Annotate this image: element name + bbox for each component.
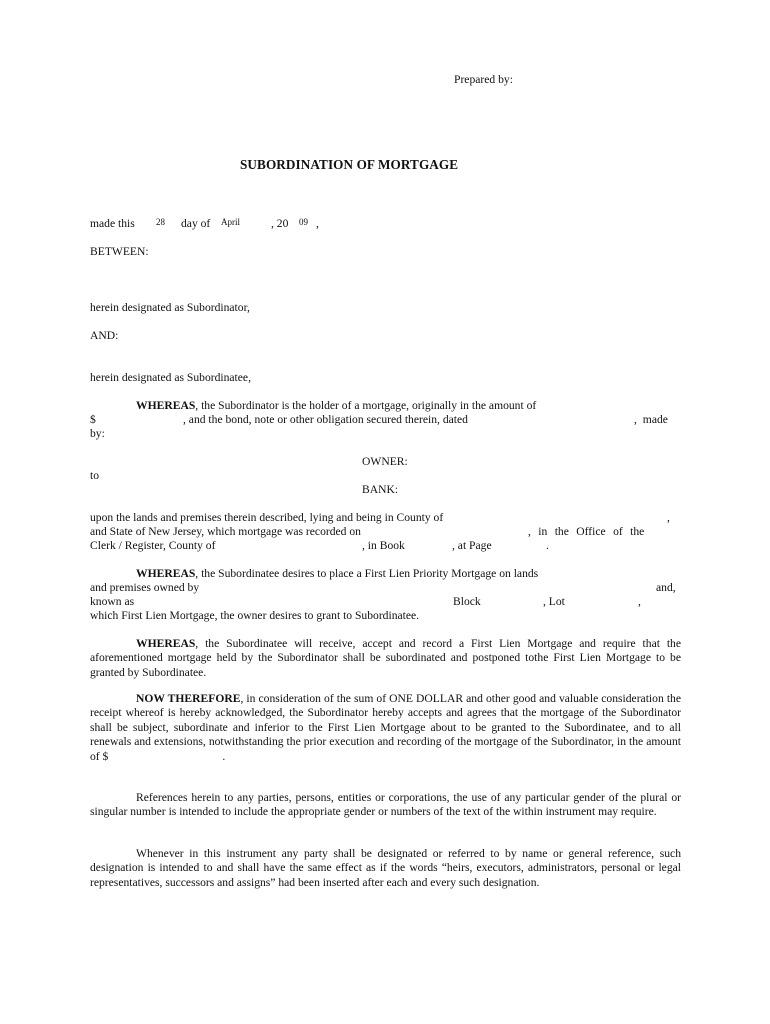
whereas-paragraph-3 bbox=[90, 637, 681, 680]
whereas2-line3a: known as bbox=[90, 595, 135, 608]
lands-line2a: and State of New Jersey, which mortgage was recorded on bbox=[90, 525, 361, 538]
made-this-label: made this bbox=[90, 217, 135, 230]
whereas3-keyword: WHEREAS bbox=[136, 637, 196, 650]
whereas1-by: by: bbox=[90, 427, 105, 440]
lands-line1: upon the lands and premises therein described, lying and being in County of bbox=[90, 511, 444, 524]
now-therefore-text: , in consideration of the sum of ONE DOLLAR and other good and valuable consideration the receipt whereof is hereby acknowledged, the Subordinator hereby accepts and agrees that the mortgage of the Subordinator shall be subject, subordinate and inferior to the First Lien Mortgage about to be granted to the Subordinatee, and to all renewals and extensions, notwithstanding the prior execution and recording of the mortgage of the Subordinator, in the amount of $ bbox=[90, 692, 681, 763]
lands-line3c: , at Page bbox=[452, 539, 492, 552]
prepared-by-label: Prepared by: bbox=[454, 73, 513, 86]
day-field[interactable]: 28 bbox=[156, 217, 165, 227]
whereas1-keyword: WHEREAS bbox=[136, 399, 196, 412]
whenever-text: Whenever in this instrument any party shall be designated or referred to by name or general reference, such designation is intended to and shall have the same effect as if the words “heirs, executors, administrators, personal or legal representatives, successors and assigns” had been inserted after each and every such designation. bbox=[90, 847, 681, 889]
whereas2-line2b: and, bbox=[656, 581, 676, 594]
day-of-label: day of bbox=[181, 217, 211, 230]
between-label: BETWEEN: bbox=[90, 245, 149, 258]
subordinator-designation: herein designated as Subordinator, bbox=[90, 301, 250, 314]
whereas1-text2: , and the bond, note or other obligation secured therein, dated bbox=[183, 413, 468, 426]
year-field[interactable]: 09 bbox=[299, 217, 308, 227]
owner-label: OWNER: bbox=[362, 455, 408, 468]
year-prefix-label: , 20 bbox=[271, 217, 289, 230]
whereas2-line3b: Block bbox=[453, 595, 481, 608]
whenever-paragraph bbox=[90, 847, 681, 890]
bank-label: BANK: bbox=[362, 483, 399, 496]
whereas2-line2a: and premises owned by bbox=[90, 581, 200, 594]
and-label: AND: bbox=[90, 329, 119, 342]
whereas2-line3d: , bbox=[638, 595, 641, 608]
lands-line3b: , in Book bbox=[362, 539, 405, 552]
to-label: to bbox=[90, 469, 100, 482]
whereas3-text: , the Subordinatee will receive, accept and record a First Lien Mortgage and require that the aforementioned mortgage held by the Subordinator shall be subordinated and postponed tothe First Lien Mortgage to be granted by Subordinatee. bbox=[90, 637, 681, 679]
whereas2-line1 bbox=[136, 567, 538, 581]
references-text: References herein to any parties, persons, entities or corporations, the use of any particular gender of the plural or singular number is intended to include the appropriate gender or numbers of the text of the within instrument may require. bbox=[90, 791, 681, 819]
lands-line2b: , in the Office of the bbox=[528, 525, 645, 538]
whereas2-line3c: , Lot bbox=[543, 595, 565, 608]
whereas2-text1: , the Subordinatee desires to place a First Lien Priority Mortgage on lands bbox=[195, 567, 539, 580]
now-therefore-end: . bbox=[222, 749, 226, 763]
now-therefore-paragraph bbox=[90, 692, 681, 764]
now-therefore-keyword: NOW THEREFORE bbox=[136, 692, 241, 705]
whereas2-line4: which First Lien Mortgage, the owner desires to grant to Subordinatee. bbox=[90, 609, 420, 622]
whereas1-line1 bbox=[136, 399, 536, 413]
whereas1-made: , made bbox=[634, 413, 668, 426]
document-title: SUBORDINATION OF MORTGAGE bbox=[240, 157, 459, 172]
references-paragraph bbox=[90, 791, 681, 820]
dollar-sign: $ bbox=[90, 413, 96, 426]
whereas2-keyword: WHEREAS bbox=[136, 567, 196, 580]
date-comma: , bbox=[316, 217, 319, 230]
subordinatee-designation: herein designated as Subordinatee, bbox=[90, 371, 251, 384]
lands-line3a: Clerk / Register, County of bbox=[90, 539, 216, 552]
whereas1-text1: , the Subordinator is the holder of a mortgage, originally in the amount of bbox=[195, 399, 537, 412]
lands-line1-comma: , bbox=[667, 511, 670, 524]
lands-line3d: . bbox=[546, 539, 549, 552]
month-field[interactable]: April bbox=[221, 217, 240, 227]
